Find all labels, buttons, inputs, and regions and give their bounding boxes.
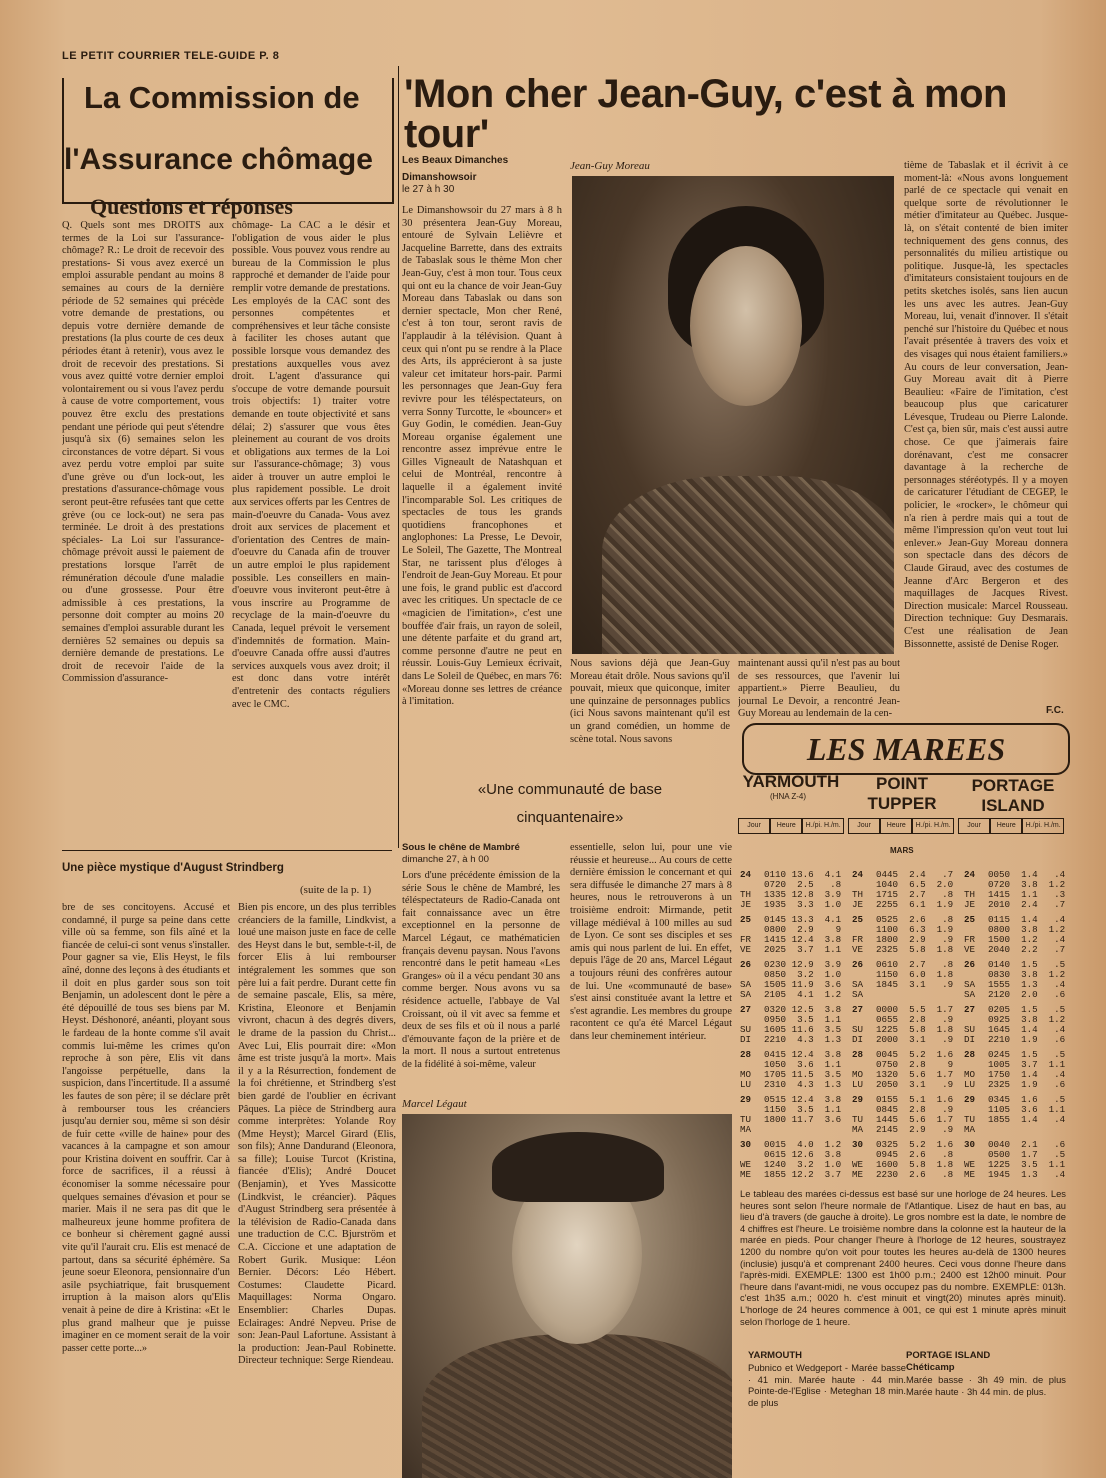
col-header-hauteur: H./pi. H./m. bbox=[912, 818, 954, 834]
communaute-program: Sous le chêne de Mambré bbox=[402, 842, 520, 853]
marees-footer-left: Pubnico et Wedgeport - Marée basse · 41 min. Marée haute · 44 min. Pointe-de-l'Eglise · Meteghan 18 min. de plus bbox=[748, 1362, 906, 1408]
tide-day-block bbox=[964, 960, 1072, 1005]
tide-weekday: TU bbox=[740, 1114, 752, 1125]
tide-row: 1105 3.6 1.1 bbox=[988, 1104, 1066, 1115]
tide-day: 26 bbox=[852, 959, 864, 970]
tide-day-block bbox=[964, 915, 1072, 960]
tide-day: 28 bbox=[852, 1049, 864, 1060]
tide-row: 2120 2.0 .6 bbox=[988, 989, 1066, 1000]
tide-row: 0345 1.6 .5 bbox=[988, 1094, 1066, 1105]
tide-day-block bbox=[964, 1095, 1072, 1140]
strindberg-column-2: Bien pis encore, un des plus terribles créanciers de la famille, Lindkvist, a loué une maison juste en face de celle des Heyst dans le but, semble-t-il, de forcer Elis à lui rembourser intégralement les sommes que son père lui a fait perdre. Durant cette fin de semaine pascale, Elis, sa mère, Kristina, Eleonore et Benjamin vivront, chacun à des degrés divers, le drame de la passion du Christ... Avec Lui, Elis pourrait dire: «Mon âme est triste jusqu'à la mort». Mais il y a la Résurrection, fondement de la foi chrétienne, et Strindberg s'est bien gardé de l'oublier en écrivant Pâques. La pièce de Strindberg aura comme interprètes: Yolande Roy (Mme Heyst); Marcel Girard (Elis, son fils); Anne Dandurand (Eleonora, sa fille); Louise Turcot (Kristina, fiancée d'Elis); André Doucet (Benjamin), et Yves Massicotte (Lindkvist, le créancier). Pâques d'August Strindberg sera présentée à la télévision de Radio-Canada dans une traduction de C.C. Bjurström et C.A. Ciccione et une adaptation de Robert Gurik. Musique: Léon Bernier. Décors: Léo Hébert. Costumes: Claudette Picard. Maquillages: Norma Ongaro. Ensemblier: Charles Dupas. Eclairages: André Nepveu. Prise de son: Jean-Paul Lafortune. Assistant à la production: Jean-Paul Robinette. Directeur technique: Serge Riendeau. bbox=[238, 902, 396, 1367]
tide-weekday: SU bbox=[964, 1024, 976, 1035]
tide-weekday: LU bbox=[964, 1079, 976, 1090]
tide-weekday: MO bbox=[964, 1069, 976, 1080]
tide-row: 2010 2.4 .7 bbox=[988, 899, 1066, 910]
tide-day: 30 bbox=[740, 1139, 752, 1150]
tide-day-block bbox=[852, 960, 960, 1005]
tide-row: 0515 12.4 3.8 bbox=[764, 1094, 842, 1105]
col-header-heure: Heure bbox=[990, 818, 1022, 834]
tide-row: 0850 3.2 1.0 bbox=[764, 969, 842, 980]
tide-weekday: SA bbox=[740, 979, 752, 990]
moreau-column-3: maintenant aussi qu'il n'est pas au bout de ses ressources, que l'avenir lui appartient.» Pierre Beaulieu, du journal Le Devoir, a rencontré Jean-Guy Moreau au lendemain de la cen- bbox=[738, 658, 900, 720]
tide-weekday: MO bbox=[852, 1069, 864, 1080]
tide-row: 2000 3.1 .9 bbox=[876, 1034, 954, 1045]
tide-day: 26 bbox=[740, 959, 752, 970]
tide-weekday: FR bbox=[852, 934, 864, 945]
col-header-jour: Jour bbox=[958, 818, 990, 834]
tide-row: 1335 12.8 3.9 bbox=[764, 889, 842, 900]
col-header-jour: Jour bbox=[848, 818, 880, 834]
tide-day-block bbox=[740, 1095, 848, 1140]
tide-row: 2230 2.6 .8 bbox=[876, 1169, 954, 1180]
tide-weekday: SU bbox=[852, 1024, 864, 1035]
tide-day-block bbox=[964, 1005, 1072, 1050]
tide-weekday: TU bbox=[852, 1114, 864, 1125]
chomage-title-line2: l'Assurance chômage bbox=[64, 143, 373, 176]
tide-row: 0155 5.1 1.6 bbox=[876, 1094, 954, 1105]
moreau-column-1: Le Dimanshowsoir du 27 mars à 8 h 30 présentera Jean-Guy Moreau, entouré de Sylvain Lelièvre et Jacqueline Barrette, dans des extraits de Tabaslak sous le thème Mon cher Jean-Guy, c'est à mon tour. Tous ceux qui ont eu la chance de voir Jean-Guy Moreau dans Tabaslak ou dans son dernier spectacle, Mon cher René, c'est à ton tour, seront ravis de l'applaudir à la télévision. Quant à ceux qui n'ont pu se rendre à la Place des Arts, ils apprécieront à sa juste valeur cet imitateur hors-pair. Parmi les personnages que Jean-Guy fera revivre pour les téléspectateurs, on verra Sonny Turcotte, le «bouncer» et Guy Godin, le comédien. Jean-Guy Moreau organise également une rencontre assez imprévue entre le Gilles Vigneault de Natashquan et celui de Montréal, rencontre à laquelle il a également invité l'incomparable Sol. Les critiques de spectacles de tous les grands quotidiens francophones et anglophones: La Presse, Le Devoir, Le Soleil, The Gazette, The Montreal Star, ne tarissent plus d'éloges à l'endroit de Jean-Guy Moreau. Et pour une fois, le grand public est d'accord avec les critiques. Un spectacle de ce «magicien de l'imitation», c'est une bouffée d'air frais, un rayon de soleil, une détente parfaite et du grand art, comme personne d'autre ne peut en réussir. Louis-Guy Lemieux écrivait, dans Le Soleil de Québec, en mars 76: «Moreau donne ses lettres de créance à l'imitation. bbox=[402, 205, 562, 708]
marees-header-row bbox=[738, 818, 1066, 834]
tide-row: 1150 6.0 1.8 bbox=[876, 969, 954, 980]
tide-day: 27 bbox=[740, 1004, 752, 1015]
tide-row: 1715 2.7 .8 bbox=[876, 889, 954, 900]
tide-day-block bbox=[740, 915, 848, 960]
tide-row: 0000 5.5 1.7 bbox=[876, 1004, 954, 1015]
tide-row: 0320 12.5 3.8 bbox=[764, 1004, 842, 1015]
tide-row: 0925 3.8 1.2 bbox=[988, 1014, 1066, 1025]
tide-day: 28 bbox=[964, 1049, 976, 1060]
marees-footer-right-title: PORTAGE ISLAND bbox=[906, 1350, 991, 1361]
moreau-when: le 27 à h 30 bbox=[402, 184, 455, 195]
tide-day-block bbox=[740, 1140, 848, 1185]
moreau-column-4: tième de Tabaslak et il écrivit à ce moment-là: «Nous avons longuement parlé de ce spectacle qui venait en quelque sorte de révolutionner le métier d'imitateur au Québec. Jusque-là, on s'était contenté de bien imiter techniquement des gens connus, des personnalités du milieu artistique ou politique. Jusque-là, les spectacles d'imitateurs consistaient toujours en de petits sketches isolés, sans lien aucun les uns avec les autres. Jean-Guy Moreau, lui, venait d'innover. Il s'était penché sur l'histoire du Québec et nous l'avait présentée à travers des voix et des visages qui nous étaient familiers.» Au cours de leur conversation, Jean-Guy Moreau avait dit à Pierre Beaulieu: «Faire de l'imitation, c'est beaucoup plus que caricaturer Lévesque, Trudeau ou Pierre Lalonde. C'est ça, bien sûr, mais c'est aussi autre chose. Ce que j'aimerais faire dorénavant, c'est me consacrer davantage à la recherche de personnages stéréotypés. Il y a moyen de caricaturer l'étudiant de CEGEP, le policier, le «rocker», le chômeur qui n'a rien à perdre mais qui a tout de même l'impression qu'on veut tout lui enlever.» Jean-Guy Moreau donnera son spectacle dans des décors de Claude Giraud, avec des costumes de Jeanne d'Arc Bergeron et des maquillages de Jacques Rivest. Direction musicale: Marcel Rousseau. Direction technique: Guy Desmarais. C'est une réalisation de Jean Bissonnette, assisté de Denise Roger. bbox=[904, 160, 1068, 650]
tide-row: 1040 6.5 2.0 bbox=[876, 879, 954, 890]
communaute-when: dimanche 27, à h 00 bbox=[402, 854, 489, 865]
tide-row: 1800 2.9 .9 bbox=[876, 934, 954, 945]
strindberg-headline: Une pièce mystique d'August Strindberg bbox=[62, 862, 284, 874]
tide-row: 1005 3.7 1.1 bbox=[988, 1059, 1066, 1070]
tide-weekday: ME bbox=[964, 1169, 976, 1180]
tide-weekday: MA bbox=[852, 1124, 864, 1135]
marees-month: MARS bbox=[890, 846, 914, 855]
tide-day: 25 bbox=[852, 914, 864, 925]
tide-weekday: WE bbox=[964, 1159, 976, 1170]
tide-table-yarmouth bbox=[740, 870, 848, 1185]
tide-row: 1855 12.2 3.7 bbox=[764, 1169, 842, 1180]
tide-weekday: WE bbox=[852, 1159, 864, 1170]
tide-row: 1555 1.3 .4 bbox=[988, 979, 1066, 990]
tide-row: 1945 1.3 .4 bbox=[988, 1169, 1066, 1180]
tide-row bbox=[764, 1125, 841, 1135]
tide-weekday: FR bbox=[740, 934, 752, 945]
marees-title: LES MAREES bbox=[742, 723, 1070, 775]
tide-row: 2325 5.8 1.8 bbox=[876, 944, 954, 955]
marees-yarmouth-note: (HNA Z-4) bbox=[770, 792, 806, 801]
strindberg-column-1: bre de ses concitoyens. Accusé et condamné, il purge sa peine dans cette ville où sa femme, son fils aîné et la fiancée de celui-ci sont venus s'installer. Pour gagner sa vie, Elis Heyst, le fils aîné, donne des leçons à des étudiants et il doit en plus garder sous son toit Benjamin, un adolescent dont le père a été dépouillé de tous ses biens par M. Heyst. Déshonoré, anéanti, ployant sous le fardeau de la honte comme s'il avait commis lui-même les crimes qu'on reproche à son père, Elis vit dans l'angoisse perpétuelle, dans la suspicion, dans l'incertitude. Il a assumé les fautes de son père; il se déclare prêt à rembourser tous les créanciers jusqu'au dernier sou, même si son désir de fuir cette «ville de haine» pour des vacances à la campagne et son amour pour Kristina doivent en souffrir. Car à force de sacrifices, il a réussi à économiser la somme nécessaire pour quelques semaines d'évasion et pour se marier. Mais il ne sera pas dit que le malheureux jeune homme profitera de ce bonheur si chèrement gagné aussi vite qu'il l'aurait cru. Elis est menacé de partout, dans sa sécurité éphémère. Sa jeune soeur Eleonora, pensionnaire d'un asile psychiatrique, fait brusquement irruption à la maison alors qu'Elis venait à peine de dire à Kristina: «Et le plus grand malheur que je puisse imaginer en ce moment serait de la voir passer cette porte...» bbox=[62, 902, 230, 1354]
tide-row: 0830 3.8 1.2 bbox=[988, 969, 1066, 980]
moreau-headline: 'Mon cher Jean-Guy, c'est à mon tour' bbox=[404, 72, 1007, 156]
tide-row: 1500 1.2 .4 bbox=[988, 934, 1066, 945]
tide-weekday: SA bbox=[964, 979, 976, 990]
marees-explanation: Le tableau des marées ci-dessus est basé sur une horloge de 24 heures. Les heures sont selon l'heure normale de l'Atlantique. Lisez de haut en bas, au lieu d'à travers (de gauche à droite). Le gros nombre est la date, le nombre de 4 chiffres est l'heure. Le troisième nombre dans la colonne est la hauteur de la marée en pieds. Pour changer l'heure à l'horloge de 12 heures, soustrayez 1200 du nombre qu'on voit pour toutes les heures au-delà de 1300 heures (inclusie) jusqu'à et comprenant 2400 heures. Ceci vous donne l'heure dans l'après-midi. EXEMPLE: 1300 est 1h00 p.m.; 2400 est 12h00 minuit. Pour l'heure dans l'avant-midi, ne vous occupez pas du nombre. EXEMPLE: 013h. c'est 1h35 a.m.; 0020 h. c'est minuit et vingt(20) minutes après minuit). L'horloge de 24 heures commence à 001, ce qui est 1 minute après minuit selon l'horloge de 1 heure. bbox=[740, 1188, 1066, 1327]
tide-row: 2325 1.9 .6 bbox=[988, 1079, 1066, 1090]
tide-row: 0720 3.8 1.2 bbox=[988, 879, 1066, 890]
tide-weekday: TH bbox=[740, 889, 752, 900]
tide-day-block bbox=[852, 1095, 960, 1140]
chomage-column-1: Q. Quels sont mes DROITS aux termes de la Loi sur l'assurance-chômage? R.: Le droit de recevoir des prestations- Si vous avez exercé un emploi assurable pendant au moins 8 semaines au cours de la dernière période de 52 semaines qui précède votre demande de prestations, ou depuis votre dernière demande de prestations (la plus courte de ces deux périodes étant à retenir), vous avez le droit de recevoir des prestations. Si vous avez quitté votre dernier emploi volontairement ou si vous l'avez perdu à cause de votre comportement, vous pouvez être exclu des prestations pendant une période qui peut s'étendre jusqu'à six (6) semaines selon les circonstances de votre départ. Si vous avez perdu votre emploi par suite d'une grève ou d'un lock-out, les prestations d'assurance-chômage vous seront peut-être refusées tant que cette grève (ou ce lock-out) ne sera pas terminée. Le droit à des prestations spéciales- La Loi sur l'assurance-chômage prévoit aussi le paiement de prestations lorsque l'arrêt de rémunération découle d'une maladie ou d'une grossesse. Pour être admissible à ces prestations, la personne doit compter au moins 20 semaines d'emploi assurable durant les dernières 52 semaines ou depuis sa dernière demande de prestations. Le droit de recevoir l'aide de la Commission d'assurance- bbox=[62, 220, 224, 685]
tide-row: 0110 13.6 4.1 bbox=[764, 869, 842, 880]
tide-day-block bbox=[964, 870, 1072, 915]
tide-row: 0500 1.7 .5 bbox=[988, 1149, 1066, 1160]
chomage-title-line1: La Commission de bbox=[84, 80, 360, 115]
tide-weekday: VE bbox=[964, 944, 976, 955]
tide-day: 30 bbox=[852, 1139, 864, 1150]
tide-row: 1415 1.1 .3 bbox=[988, 889, 1066, 900]
tide-day-block bbox=[740, 870, 848, 915]
tide-row: 1415 12.4 3.8 bbox=[764, 934, 842, 945]
tide-day-block bbox=[740, 960, 848, 1005]
tide-row: 1845 3.1 .9 bbox=[876, 979, 954, 990]
col-header-heure: Heure bbox=[880, 818, 912, 834]
tide-weekday: MA bbox=[740, 1124, 752, 1135]
col-header-hauteur: H./pi. H./m. bbox=[1022, 818, 1064, 834]
tide-row: 0525 2.6 .8 bbox=[876, 914, 954, 925]
column-divider bbox=[398, 66, 399, 848]
tide-row: 2255 6.1 1.9 bbox=[876, 899, 954, 910]
moreau-photo bbox=[572, 176, 894, 654]
tide-day-block bbox=[852, 1050, 960, 1095]
tide-row: 1445 5.6 1.7 bbox=[876, 1114, 954, 1125]
tide-day: 25 bbox=[740, 914, 752, 925]
tide-row: 0945 2.6 .8 bbox=[876, 1149, 954, 1160]
tide-row: 2040 2.2 .7 bbox=[988, 944, 1066, 955]
moreau-signature: F.C. bbox=[1046, 705, 1064, 716]
tide-row: 1600 5.8 1.8 bbox=[876, 1159, 954, 1170]
col-header-heure: Heure bbox=[770, 818, 802, 834]
tide-row: 2210 1.9 .6 bbox=[988, 1034, 1066, 1045]
tide-weekday: DI bbox=[964, 1034, 976, 1045]
tide-row: 0415 12.4 3.8 bbox=[764, 1049, 842, 1060]
tide-weekday: WE bbox=[740, 1159, 752, 1170]
strindberg-continued: (suite de la p. 1) bbox=[300, 884, 372, 896]
tide-weekday: LU bbox=[852, 1079, 864, 1090]
tide-row: 1750 1.4 .4 bbox=[988, 1069, 1066, 1080]
tide-weekday: SA bbox=[964, 989, 976, 1000]
tide-weekday: TH bbox=[852, 889, 864, 900]
tide-weekday: VE bbox=[852, 944, 864, 955]
tide-row: 1705 11.5 3.5 bbox=[764, 1069, 842, 1080]
tide-weekday: MA bbox=[964, 1124, 976, 1135]
tide-weekday: MO bbox=[740, 1069, 752, 1080]
tide-weekday: SA bbox=[852, 979, 864, 990]
communaute-headline: «Une communauté de base cinquantenaire» bbox=[477, 781, 663, 826]
tide-row: 1320 5.6 1.7 bbox=[876, 1069, 954, 1080]
tide-row bbox=[876, 990, 953, 1000]
tide-row: 1645 1.4 .4 bbox=[988, 1024, 1066, 1035]
tide-row: 0615 12.6 3.8 bbox=[764, 1149, 842, 1160]
tide-day: 25 bbox=[964, 914, 976, 925]
tide-weekday: VE bbox=[740, 944, 752, 955]
tide-row: 1225 5.8 1.8 bbox=[876, 1024, 954, 1035]
tide-row: 1150 3.5 1.1 bbox=[764, 1104, 842, 1115]
tide-row: 1505 11.9 3.6 bbox=[764, 979, 842, 990]
tide-day: 28 bbox=[740, 1049, 752, 1060]
tide-row: 0050 1.4 .4 bbox=[988, 869, 1066, 880]
legaut-photo bbox=[402, 1114, 732, 1478]
marees-location-point-tupper: POINT TUPPER bbox=[867, 774, 937, 813]
tide-row: 0230 12.9 3.9 bbox=[764, 959, 842, 970]
tide-row: 1240 3.2 1.0 bbox=[764, 1159, 842, 1170]
tide-day-block bbox=[852, 1005, 960, 1050]
tide-day: 29 bbox=[964, 1094, 976, 1105]
tide-weekday: SA bbox=[852, 989, 864, 1000]
marees-footer-left-title: YARMOUTH bbox=[748, 1350, 803, 1361]
tide-row: 0145 13.3 4.1 bbox=[764, 914, 842, 925]
tide-row: 0655 2.8 .9 bbox=[876, 1014, 954, 1025]
tide-weekday: SA bbox=[740, 989, 752, 1000]
tide-day: 26 bbox=[964, 959, 976, 970]
tide-day: 27 bbox=[852, 1004, 864, 1015]
tide-weekday: LU bbox=[740, 1079, 752, 1090]
tide-weekday: TU bbox=[964, 1114, 976, 1125]
tide-row: 0325 5.2 1.6 bbox=[876, 1139, 954, 1150]
tide-weekday: JE bbox=[852, 899, 864, 910]
tide-day-block bbox=[964, 1050, 1072, 1095]
communaute-column-1: Lors d'une précédente émission de la série Sous le chêne de Mambré, les téléspectateurs de Radio-Canada ont fait connaissance avec un être exceptionnel en la personne de Marcel Légaut, ce mathématicien français devenu paysan. Nous l'avons rencontré dans le petit hameau «Les Granges» où il a vécu pendant 30 ans comme berger. Nous avons vu sa résidence actuelle, l'abbaye de Val Croissant, où il vit avec sa femme et deux de ses fils et où il nous a parlé d'émouvante façon de la prière et de la mort. Il nous a surtout entretenus de la fidélité à soi-même, valeur bbox=[402, 870, 560, 1070]
tide-row: 1855 1.4 .4 bbox=[988, 1114, 1066, 1125]
tide-day: 24 bbox=[964, 869, 976, 880]
tide-day: 29 bbox=[740, 1094, 752, 1105]
tide-row: 0610 2.7 .8 bbox=[876, 959, 954, 970]
tide-day-block bbox=[740, 1005, 848, 1050]
chomage-column-2: chômage- La CAC a le désir et l'obligation de vous aider le plus possible. Vous pouvez vous rendre au bureau de la Commission le plus rapproché et demander de l'aide pour remplir votre demande de prestations. Les employés de la CAC sont des personnes compétentes et compréhensives et leur tâche consiste à faciliter les choses autant que possible lorsque vous demandez des prestations auxquelles vous avez droit. L'agent d'assurance qui s'occupe de votre demande poursuit trois objectifs: 1) traiter votre demande en toute objectivité et sans délai; 2) s'assurer que vous êtes pleinement au courant de vos droits et obligations aux termes de la Loi sur l'assurance-chômage; 3) vous aider à trouver un autre emploi le plus rapidement possible. Le droit aux services offerts par les Centres de main-d'oeuvre du Canada- Vous avez droit aux services de placement et d'orientation des Centres de main-d'oeuvre du Canada afin de trouver un autre emploi le plus rapidement possible. Les conseillers en main-d'oeuvre vous inviteront peut-être à vous inscrire au Programme de recyclage de la main-d'oeuvre du Canada, lequel prévoit le versement d'indemnités de formation. Main-d'oeuvre Canada offre aussi d'autres services auxquels vous avez droit; il est donc dans votre intérêt d'entretenir des contacts réguliers avec le CMC. bbox=[232, 220, 390, 710]
tide-row: 0115 1.4 .4 bbox=[988, 914, 1066, 925]
chomage-subtitle: Questions et réponses bbox=[90, 194, 293, 219]
tide-row: 1050 3.6 1.1 bbox=[764, 1059, 842, 1070]
tide-weekday: SU bbox=[740, 1024, 752, 1035]
tide-row: 0750 2.8 9 bbox=[876, 1059, 954, 1070]
tide-day: 27 bbox=[964, 1004, 976, 1015]
col-header-hauteur: H./pi. H./m. bbox=[802, 818, 844, 834]
communaute-column-2: essentielle, selon lui, pour une vie réussie et heureuse... Au cours de cette dernière émission le concernant et qui sera diffusée le dimanche 27 mars à 8 heures, nous le retrouverons à un troisième endroit: Mirmande, petit village médiéval à 100 milles au sud de Lyon. Ce sont ses disciples et ses amis qui nous parlent de lui. En effet, depuis l'âge de 20 ans, Marcel Légaut a toujours réuni des confrères autour de lui. Une «communauté de base» s'est ainsi constituée avant la lettre et s'est agrandie. Les membres du groupe racontent ce qu'a été Marcel Légaut dans leur cheminement intérieur. bbox=[570, 842, 732, 1042]
col-header-jour: Jour bbox=[738, 818, 770, 834]
tide-day-block bbox=[740, 1050, 848, 1095]
tide-row: 2050 3.1 .9 bbox=[876, 1079, 954, 1090]
tide-weekday: ME bbox=[852, 1169, 864, 1180]
tide-row: 0140 1.5 .5 bbox=[988, 959, 1066, 970]
tide-row: 1225 3.5 1.1 bbox=[988, 1159, 1066, 1170]
tide-row: 0045 5.2 1.6 bbox=[876, 1049, 954, 1060]
tide-table-portage-island bbox=[964, 870, 1072, 1185]
tide-row: 1935 3.3 1.0 bbox=[764, 899, 842, 910]
tide-row: 2025 3.7 1.1 bbox=[764, 944, 842, 955]
marees-footer-right: Marée basse · 3h 49 min. de plus Marée haute · 3h 44 min. de plus. bbox=[906, 1374, 1066, 1397]
communaute-photo-caption: Marcel Légaut bbox=[402, 1098, 467, 1110]
tide-weekday: ME bbox=[740, 1169, 752, 1180]
moreau-photo-caption: Jean-Guy Moreau bbox=[570, 160, 650, 172]
marees-location-yarmouth: YARMOUTH bbox=[742, 772, 840, 791]
tide-row: 1605 11.6 3.5 bbox=[764, 1024, 842, 1035]
tide-row: 0040 2.1 .6 bbox=[988, 1139, 1066, 1150]
tide-row bbox=[988, 1125, 1065, 1135]
tide-weekday: DI bbox=[852, 1034, 864, 1045]
tide-row: 2105 4.1 1.2 bbox=[764, 989, 842, 1000]
tide-weekday: TH bbox=[964, 889, 976, 900]
tide-row: 0950 3.5 1.1 bbox=[764, 1014, 842, 1025]
tide-row: 2145 2.9 .9 bbox=[876, 1124, 954, 1135]
tide-weekday: JE bbox=[740, 899, 752, 910]
tide-day-block bbox=[852, 870, 960, 915]
tide-row: 2210 4.3 1.3 bbox=[764, 1034, 842, 1045]
tide-row: 2310 4.3 1.3 bbox=[764, 1079, 842, 1090]
chomage-bottom-rule bbox=[62, 850, 392, 851]
moreau-show: Dimanshowsoir bbox=[402, 172, 477, 183]
tide-row: 0445 2.4 .7 bbox=[876, 869, 954, 880]
moreau-program: Les Beaux Dimanches bbox=[402, 155, 509, 166]
tide-row: 0845 2.8 .9 bbox=[876, 1104, 954, 1115]
tide-table-point-tupper bbox=[852, 870, 960, 1185]
masthead: LE PETIT COURRIER TELE-GUIDE P. 8 bbox=[62, 50, 280, 62]
tide-weekday: DI bbox=[740, 1034, 752, 1045]
tide-row: 0015 4.0 1.2 bbox=[764, 1139, 842, 1150]
marees-footer-right-sub: Chéticamp bbox=[906, 1362, 955, 1373]
tide-day-block bbox=[852, 915, 960, 960]
tide-row: 0245 1.5 .5 bbox=[988, 1049, 1066, 1060]
moreau-column-2: Nous savions déjà que Jean-Guy Moreau était drôle. Nous savions qu'il pouvait, mieux que quiconque, imiter une quinzaine de personnages publics (ici Nous savons maintenant qu'il est un grand comédien, un homme de scène total. Nous savons bbox=[570, 658, 730, 745]
tide-day: 29 bbox=[852, 1094, 864, 1105]
tide-weekday: JE bbox=[964, 899, 976, 910]
tide-weekday: FR bbox=[964, 934, 976, 945]
tide-day-block bbox=[852, 1140, 960, 1185]
tide-row: 0720 2.5 .8 bbox=[764, 879, 842, 890]
tide-row: 0800 3.8 1.2 bbox=[988, 924, 1066, 935]
tide-day: 24 bbox=[740, 869, 752, 880]
tide-day-block bbox=[964, 1140, 1072, 1185]
tide-row: 0800 2.9 9 bbox=[764, 924, 842, 935]
tide-row: 1800 11.7 3.6 bbox=[764, 1114, 842, 1125]
tide-row: 0205 1.5 .5 bbox=[988, 1004, 1066, 1015]
tide-row: 1100 6.3 1.9 bbox=[876, 924, 954, 935]
marees-location-portage-island: PORTAGE ISLAND bbox=[971, 776, 1055, 815]
tide-day: 30 bbox=[964, 1139, 976, 1150]
tide-day: 24 bbox=[852, 869, 864, 880]
